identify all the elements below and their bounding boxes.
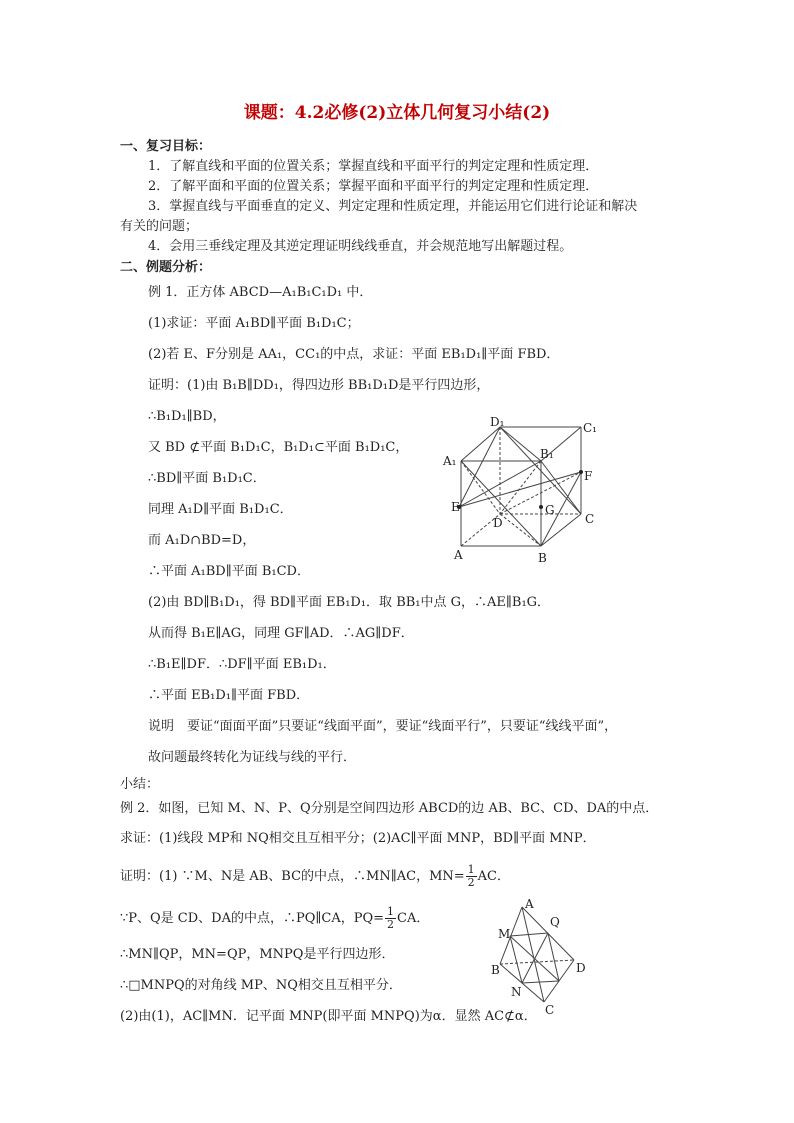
fraction-denominator: 2	[467, 876, 475, 889]
ex2-proof-line: ∴MN∥QP，MN=QP，MNPQ是平行四边形．	[120, 947, 395, 962]
fraction-denominator: 2	[387, 918, 395, 931]
ex1-proof-line: ∴BD∥平面 B₁D₁C．	[148, 471, 266, 486]
ex2-proof-line: (2)由(1)，AC∥MN．记平面 MNP(即平面 MNPQ)为α．显然 AC⊄α．	[120, 1009, 537, 1024]
ex1-note: 说明 要证“面面平面”只要证“线面平面”，要证“线面平行”，只要证“线线平面”，	[148, 719, 618, 734]
objective-item: 3．掌握直线与平面垂直的定义、判定定理和性质定理，并能运用它们进行论证和解决	[148, 199, 638, 214]
ex2-statement: 例 2．如图，已知 M、N、P、Q分别是空间四边形 ABCD的边 AB、BC、CD、DA的中点．	[120, 801, 659, 816]
label-E: E	[451, 500, 460, 514]
label-Q: Q	[550, 915, 560, 929]
objective-item: 4．会用三垂线定理及其逆定理证明线线垂直，并会规范地写出解题过程。	[148, 239, 573, 254]
ex2-proof-text: AC．	[477, 869, 510, 884]
fraction-half	[385, 906, 396, 931]
ex1-proof-line: 证明：(1)由 B₁B∥DD₁，得四边形 BB₁D₁D是平行四边形，	[148, 378, 490, 393]
fraction-numerator: 1	[467, 863, 475, 876]
ex2-proof-text: 证明：(1) ∵M、N是 AB、BC的中点，∴MN∥AC，MN=	[120, 869, 465, 884]
ex2-proof-line	[120, 862, 510, 892]
ex2-proof-text: CA．	[397, 911, 430, 926]
label-A: A	[525, 897, 534, 911]
label-A: A	[454, 548, 463, 562]
ex1-proof-line: ∴B₁E∥DF．∴DF∥平面 EB₁D₁．	[148, 657, 336, 672]
ex1-proof-line: (2)由 BD∥B₁D₁，得 BD∥平面 EB₁D₁．取 BB₁中点 G，∴AE∥B₁G．	[148, 595, 551, 610]
section-heading-examples: 二、例题分析：	[120, 260, 212, 275]
ex1-proof-line: 同理 A₁D∥平面 B₁D₁C．	[148, 502, 293, 517]
summary-label: 小结：	[120, 777, 160, 792]
ex1-proof-line: ∴平面 EB₁D₁∥平面 FBD．	[148, 688, 310, 703]
page-title: 课题：4.2必修(2)立体几何复习小结(2)	[243, 103, 551, 123]
fraction-numerator: 1	[387, 905, 395, 918]
section-heading-objectives: 一、复习目标：	[120, 139, 212, 154]
objective-item: 2．了解平面和平面的位置关系；掌握平面和平面平行的判定定理和性质定理．	[148, 179, 599, 194]
ex2-proof-text: ∵P、Q是 CD、DA的中点，∴PQ∥CA，PQ=	[120, 911, 385, 926]
label-D: D	[493, 516, 503, 530]
ex1-note: 故问题最终转化为证线与线的平行．	[148, 750, 357, 765]
fraction-half	[466, 864, 477, 889]
label-D1: D₁	[490, 415, 505, 429]
ex1-proof-line: ∴B₁D₁∥BD，	[148, 409, 226, 424]
label-F: F	[584, 469, 593, 483]
label-C1: C₁	[583, 421, 597, 435]
ex1-proof-line: ∴平面 A₁BD∥平面 B₁CD．	[148, 564, 310, 579]
ex2-proof-line	[120, 904, 429, 934]
label-D: D	[576, 961, 586, 975]
objective-item: 1．了解直线和平面的位置关系；掌握直线和平面平行的判定定理和性质定理．	[148, 159, 599, 174]
label-G: G	[545, 503, 555, 517]
ex1-statement: 例 1．正方体 ABCD—A₁B₁C₁D₁ 中．	[148, 285, 373, 300]
label-M: M	[498, 927, 511, 941]
objective-item-continuation: 有关的问题；	[120, 219, 199, 234]
ex2-proof-line: ∴□MNPQ的对角线 MP、NQ相交且互相平分．	[120, 978, 402, 993]
cube-figure	[438, 410, 608, 570]
label-C: C	[585, 512, 595, 526]
tetrahedron-figure	[488, 896, 598, 1018]
label-N: N	[511, 985, 522, 999]
ex2-claim: 求证：(1)线段 MP和 NQ相交且互相平分；(2)AC∥平面 MNP，BD∥平面 MNP．	[120, 831, 596, 846]
ex1-proof-line: 而 A₁D∩BD=D，	[148, 533, 256, 548]
label-C: C	[545, 1003, 555, 1017]
label-B: B	[491, 963, 500, 977]
ex1-proof-line: 又 BD ⊄平面 B₁D₁C，B₁D₁⊂平面 B₁D₁C，	[148, 440, 409, 455]
ex1-part2: (2)若 E、F分别是 AA₁，CC₁的中点，求证：平面 EB₁D₁∥平面 FBD．	[148, 347, 560, 362]
ex1-part1: (1)求证：平面 A₁BD∥平面 B₁D₁C；	[148, 316, 360, 331]
label-B1: B₁	[540, 447, 554, 461]
ex1-proof-line: 从而得 B₁E∥AG，同理 GF∥AD．∴AG∥DF．	[148, 626, 414, 641]
label-A1: A₁	[443, 454, 457, 468]
label-B: B	[538, 551, 547, 565]
